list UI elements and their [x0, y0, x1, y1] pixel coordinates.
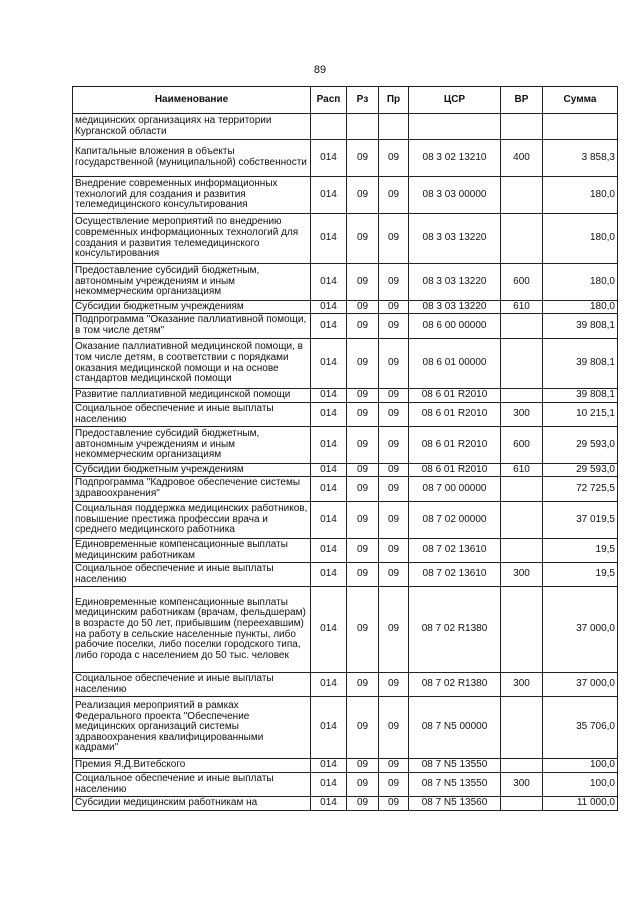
cell-rasp: 014 — [311, 563, 347, 587]
cell-name: Социальное обеспечение и иные выплаты населению — [73, 403, 311, 427]
cell-rasp: 014 — [311, 464, 347, 477]
cell-rasp: 014 — [311, 314, 347, 339]
cell-pr — [379, 114, 409, 140]
cell-rasp: 014 — [311, 389, 347, 403]
cell-pr: 09 — [379, 314, 409, 339]
cell-sum: 19,5 — [543, 563, 618, 587]
cell-rz: 09 — [347, 177, 379, 214]
cell-csr: 08 6 01 R2010 — [409, 389, 501, 403]
table-row — [73, 477, 618, 502]
table-row — [73, 539, 618, 563]
cell-csr: 08 7 00 00000 — [409, 477, 501, 502]
cell-rz: 09 — [347, 140, 379, 177]
cell-name: Субсидии бюджетным учреждениям — [73, 464, 311, 477]
cell-pr: 09 — [379, 427, 409, 464]
cell-pr: 09 — [379, 502, 409, 539]
table-row — [73, 140, 618, 177]
cell-pr: 09 — [379, 539, 409, 563]
cell-rz: 09 — [347, 502, 379, 539]
cell-csr: 08 3 03 13220 — [409, 301, 501, 314]
cell-sum: 180,0 — [543, 177, 618, 214]
cell-pr: 09 — [379, 673, 409, 697]
cell-rz: 09 — [347, 301, 379, 314]
cell-vr: 600 — [501, 264, 543, 301]
table-row — [73, 502, 618, 539]
cell-vr — [501, 314, 543, 339]
cell-name: Предоставление субсидий бюджетным, автономным учреждениям и иным некоммерческим организациям — [73, 264, 311, 301]
cell-csr: 08 7 02 00000 — [409, 502, 501, 539]
cell-csr: 08 7 N5 00000 — [409, 697, 501, 759]
cell-pr: 09 — [379, 389, 409, 403]
cell-name: Премия Я.Д.Витебского — [73, 759, 311, 773]
cell-rasp: 014 — [311, 773, 347, 797]
cell-vr — [501, 214, 543, 264]
cell-sum: 29 593,0 — [543, 427, 618, 464]
cell-rz: 09 — [347, 464, 379, 477]
cell-name: Капитальные вложения в объекты государственной (муниципальной) собственности — [73, 140, 311, 177]
cell-vr: 300 — [501, 563, 543, 587]
cell-rasp: 014 — [311, 264, 347, 301]
cell-csr: 08 7 02 R1380 — [409, 673, 501, 697]
cell-name: Субсидии медицинским работникам на — [73, 797, 311, 811]
cell-rasp: 014 — [311, 797, 347, 811]
table-row — [73, 797, 618, 811]
cell-rz: 09 — [347, 697, 379, 759]
cell-sum: 39 808,1 — [543, 339, 618, 389]
cell-vr — [501, 114, 543, 140]
cell-name: Осуществление мероприятий по внедрению современных информационных технологий для создания и развития телемедицинского консультирования — [73, 214, 311, 264]
cell-vr: 300 — [501, 673, 543, 697]
cell-sum: 3 858,3 — [543, 140, 618, 177]
cell-rz: 09 — [347, 563, 379, 587]
cell-sum: 39 808,1 — [543, 314, 618, 339]
cell-name: Подпрограмма "Оказание паллиативной помощи, в том числе детям" — [73, 314, 311, 339]
cell-name: Социальная поддержка медицинских работников, повышение престижа профессии врача и среднего медицинского работника — [73, 502, 311, 539]
cell-rasp: 014 — [311, 759, 347, 773]
cell-rz: 09 — [347, 773, 379, 797]
cell-sum: 180,0 — [543, 301, 618, 314]
cell-rasp: 014 — [311, 427, 347, 464]
cell-csr — [409, 114, 501, 140]
cell-rasp — [311, 114, 347, 140]
cell-rz: 09 — [347, 797, 379, 811]
cell-name: Реализация мероприятий в рамках Федерального проекта "Обеспечение медицинских организаций системы здравоохранения квалифицированными кадрами" — [73, 697, 311, 759]
table-row — [73, 673, 618, 697]
table-row — [73, 177, 618, 214]
cell-rasp: 014 — [311, 502, 347, 539]
table-row — [73, 759, 618, 773]
cell-pr: 09 — [379, 773, 409, 797]
table-row — [73, 301, 618, 314]
cell-sum: 72 725,5 — [543, 477, 618, 502]
cell-csr: 08 7 N5 13550 — [409, 773, 501, 797]
cell-vr — [501, 339, 543, 389]
cell-name: Развитие паллиативной медицинской помощи — [73, 389, 311, 403]
table-row — [73, 464, 618, 477]
cell-sum: 37 000,0 — [543, 587, 618, 673]
cell-rasp: 014 — [311, 587, 347, 673]
table-row — [73, 214, 618, 264]
cell-rasp: 014 — [311, 339, 347, 389]
cell-name: Субсидии бюджетным учреждениям — [73, 301, 311, 314]
cell-csr: 08 6 01 R2010 — [409, 403, 501, 427]
table-row — [73, 697, 618, 759]
cell-pr: 09 — [379, 339, 409, 389]
cell-vr: 300 — [501, 773, 543, 797]
cell-pr: 09 — [379, 759, 409, 773]
cell-rz: 09 — [347, 314, 379, 339]
table-header-row — [73, 87, 618, 114]
cell-name: медицинских организациях на территории Курганской области — [73, 114, 311, 140]
cell-pr: 09 — [379, 403, 409, 427]
cell-csr: 08 7 02 13610 — [409, 563, 501, 587]
cell-vr — [501, 477, 543, 502]
cell-sum: 180,0 — [543, 214, 618, 264]
cell-name: Единовременные компенсационные выплаты медицинским работникам (врачам, фельдшерам) в возрасте до 50 лет, прибывшим (переехавшим) на работу в сельские населенные пункты, либо рабочие поселки, либо поселки городского типа, либо города с населением до 50 тыс. человек — [73, 587, 311, 673]
cell-vr — [501, 759, 543, 773]
cell-pr: 09 — [379, 301, 409, 314]
table-row — [73, 563, 618, 587]
cell-name: Социальное обеспечение и иные выплаты населению — [73, 773, 311, 797]
table-body — [73, 114, 618, 811]
header-sum: Сумма — [543, 87, 618, 114]
cell-sum: 11 000,0 — [543, 797, 618, 811]
table-row — [73, 264, 618, 301]
cell-sum: 39 808,1 — [543, 389, 618, 403]
cell-sum — [543, 114, 618, 140]
cell-csr: 08 3 02 13210 — [409, 140, 501, 177]
table-row — [73, 427, 618, 464]
cell-sum: 29 593,0 — [543, 464, 618, 477]
header-rz: Рз — [347, 87, 379, 114]
cell-rz: 09 — [347, 673, 379, 697]
cell-rz: 09 — [347, 539, 379, 563]
cell-name: Внедрение современных информационных технологий для создания и развития телемедицинского консультирования — [73, 177, 311, 214]
cell-csr: 08 7 02 R1380 — [409, 587, 501, 673]
cell-sum: 100,0 — [543, 759, 618, 773]
cell-rz: 09 — [347, 214, 379, 264]
cell-pr: 09 — [379, 140, 409, 177]
cell-csr: 08 3 03 00000 — [409, 177, 501, 214]
header-csr: ЦСР — [409, 87, 501, 114]
cell-csr: 08 6 01 R2010 — [409, 427, 501, 464]
cell-vr: 610 — [501, 301, 543, 314]
header-pr: Пр — [379, 87, 409, 114]
cell-vr — [501, 539, 543, 563]
cell-pr: 09 — [379, 264, 409, 301]
cell-vr: 300 — [501, 403, 543, 427]
cell-name: Социальное обеспечение и иные выплаты населению — [73, 673, 311, 697]
cell-rz: 09 — [347, 389, 379, 403]
cell-rasp: 014 — [311, 539, 347, 563]
cell-rz: 09 — [347, 759, 379, 773]
cell-pr: 09 — [379, 563, 409, 587]
cell-name: Оказание паллиативной медицинской помощи, в том числе детям, в соответствии с порядками оказания медицинской помощи и на основе стандартов медицинской помощи — [73, 339, 311, 389]
cell-sum: 180,0 — [543, 264, 618, 301]
cell-vr: 600 — [501, 427, 543, 464]
header-name: Наименование — [73, 87, 311, 114]
table-row — [73, 314, 618, 339]
cell-rz: 09 — [347, 587, 379, 673]
table-row — [73, 773, 618, 797]
cell-sum: 35 706,0 — [543, 697, 618, 759]
cell-sum: 100,0 — [543, 773, 618, 797]
cell-rasp: 014 — [311, 477, 347, 502]
cell-csr: 08 7 N5 13560 — [409, 797, 501, 811]
cell-csr: 08 6 00 00000 — [409, 314, 501, 339]
cell-sum: 37 000,0 — [543, 673, 618, 697]
cell-pr: 09 — [379, 587, 409, 673]
cell-rz: 09 — [347, 403, 379, 427]
cell-pr: 09 — [379, 464, 409, 477]
cell-rasp: 014 — [311, 140, 347, 177]
budget-table — [72, 86, 618, 811]
cell-rasp: 014 — [311, 697, 347, 759]
cell-csr: 08 7 N5 13550 — [409, 759, 501, 773]
cell-vr — [501, 697, 543, 759]
cell-name: Единовременные компенсационные выплаты медицинским работникам — [73, 539, 311, 563]
cell-pr: 09 — [379, 477, 409, 502]
cell-rasp: 014 — [311, 403, 347, 427]
cell-rz: 09 — [347, 427, 379, 464]
page-number: 89 — [313, 64, 327, 76]
cell-vr — [501, 389, 543, 403]
cell-vr — [501, 502, 543, 539]
cell-vr — [501, 177, 543, 214]
cell-sum: 10 215,1 — [543, 403, 618, 427]
cell-sum: 19,5 — [543, 539, 618, 563]
cell-rasp: 014 — [311, 301, 347, 314]
cell-csr: 08 6 01 R2010 — [409, 464, 501, 477]
cell-csr: 08 3 03 13220 — [409, 264, 501, 301]
table-row — [73, 114, 618, 140]
cell-rasp: 014 — [311, 673, 347, 697]
table-row — [73, 339, 618, 389]
cell-name: Подпрограмма "Кадровое обеспечение системы здравоохранения" — [73, 477, 311, 502]
cell-sum: 37 019,5 — [543, 502, 618, 539]
cell-csr: 08 6 01 00000 — [409, 339, 501, 389]
cell-pr: 09 — [379, 214, 409, 264]
cell-vr: 610 — [501, 464, 543, 477]
cell-vr: 400 — [501, 140, 543, 177]
cell-rz — [347, 114, 379, 140]
cell-vr — [501, 587, 543, 673]
cell-rasp: 014 — [311, 177, 347, 214]
cell-rz: 09 — [347, 477, 379, 502]
cell-rz: 09 — [347, 264, 379, 301]
cell-pr: 09 — [379, 697, 409, 759]
cell-rz: 09 — [347, 339, 379, 389]
cell-name: Предоставление субсидий бюджетным, автономным учреждениям и иным некоммерческим организациям — [73, 427, 311, 464]
cell-pr: 09 — [379, 797, 409, 811]
cell-vr — [501, 797, 543, 811]
cell-rasp: 014 — [311, 214, 347, 264]
cell-pr: 09 — [379, 177, 409, 214]
cell-csr: 08 7 02 13610 — [409, 539, 501, 563]
table-row — [73, 403, 618, 427]
cell-csr: 08 3 03 13220 — [409, 214, 501, 264]
table-row — [73, 587, 618, 673]
header-rasp: Расп — [311, 87, 347, 114]
cell-name: Социальное обеспечение и иные выплаты населению — [73, 563, 311, 587]
header-vr: ВР — [501, 87, 543, 114]
table-row — [73, 389, 618, 403]
